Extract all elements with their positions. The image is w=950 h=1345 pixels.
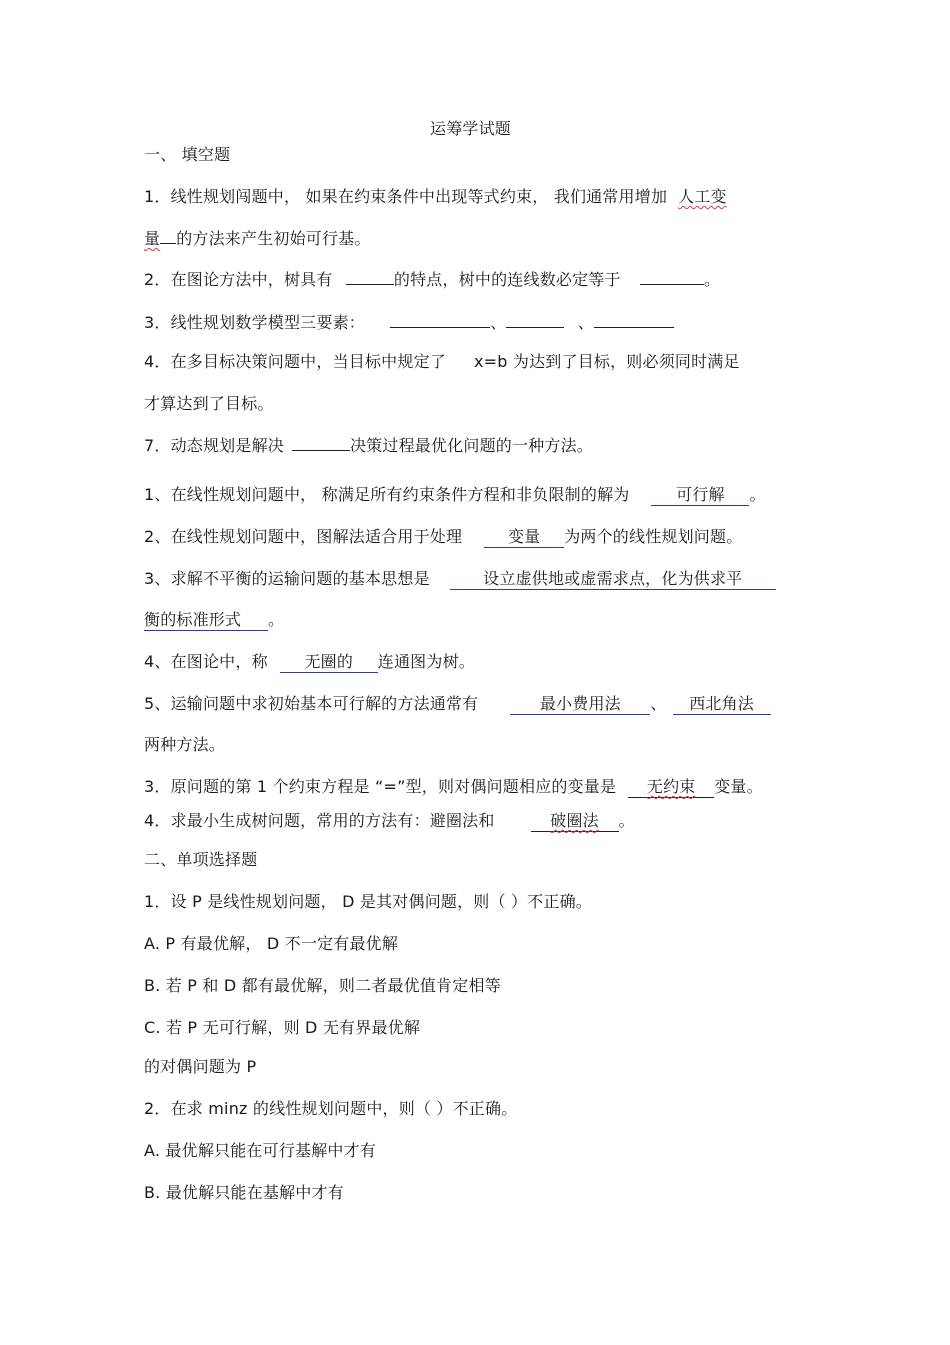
answer-blank: 无圈的 [280, 652, 378, 673]
question-text: 变量。 [714, 777, 763, 796]
blank-line [292, 434, 350, 451]
question-text: 。 [618, 811, 635, 830]
blank-line [160, 227, 176, 244]
fill-question-c3 [144, 776, 763, 798]
separator: 、 [490, 313, 507, 332]
question-text: 4、在图论中，称 [144, 652, 268, 671]
question-text: 2．在图论方法中，树具有 [144, 270, 333, 289]
answer-blank: 量 [144, 229, 161, 248]
question-4-line-1 [144, 351, 740, 373]
answer-blank: 变量 [484, 527, 564, 548]
question-text: 连通图为树。 [377, 652, 475, 671]
question-text: x=b 为达到了目标，则必须同时满足 [473, 352, 740, 371]
question-text: 3．线性规划数学模型三要素： [144, 313, 365, 332]
question-text: 7．动态规划是解决 [144, 436, 284, 455]
question-text: 4．求最小生成树问题，常用的方法有：避圈法和 [144, 811, 495, 830]
blank-line [594, 311, 674, 328]
question-text: 为两个的线性规划问题。 [564, 527, 743, 546]
blank-line [640, 268, 704, 285]
choice-option-c: C. 若 P 无可行解，则 D 无有界最优解 [144, 1018, 421, 1037]
fill-question-5-line-2: 两种方法。 [144, 735, 226, 754]
choice-option-a: A. P 有最优解， D 不一定有最优解 [144, 934, 399, 953]
question-1-line-2 [144, 227, 371, 250]
question-3 [144, 311, 674, 334]
fill-question-5-line-1 [144, 693, 771, 715]
answer-blank: 无约束 [628, 777, 714, 798]
question-text: 。 [268, 610, 285, 629]
answer-blank: 最小费用法 [510, 694, 650, 715]
question-4-line-2: 才算达到了目标。 [144, 394, 274, 413]
fill-question-3-line-2 [144, 609, 284, 631]
fill-question-2 [144, 526, 742, 548]
blank-line [506, 311, 564, 328]
separator: 、 [577, 313, 594, 332]
blank-line [390, 311, 490, 328]
question-text: 1、在线性规划问题中， 称满足所有约束条件方程和非负限制的解为 [144, 485, 630, 504]
choice-question-1: 1．设 P 是线性规划问题， D 是其对偶问题，则（ ）不正确。 [144, 892, 592, 911]
page-title: 运筹学试题 [430, 119, 512, 138]
section-heading-single-choice: 二、单项选择题 [144, 850, 258, 869]
question-text: 3、求解不平衡的运输问题的基本思想是 [144, 569, 430, 588]
choice-option-b: B. 最优解只能在基解中才有 [144, 1183, 344, 1202]
question-text: 3．原问题的第 1 个约束方程是 “=”型，则对偶问题相应的变量是 [144, 777, 617, 796]
question-text: 。 [704, 270, 721, 289]
question-2 [144, 268, 720, 291]
question-text: 的特点，树中的连线数必定等于 [393, 270, 621, 289]
separator: 、 [650, 694, 667, 713]
fill-question-1 [144, 484, 766, 506]
question-text: 1．线性规划闯题中， 如果在约束条件中出现等式约束， 我们通常用增加 [144, 187, 668, 206]
fill-question-3-line-1 [144, 568, 776, 590]
section-heading-fill-in: 一、 填空题 [144, 145, 231, 164]
answer-blank: 破圈法 [531, 811, 619, 832]
choice-option-b: B. 若 P 和 D 都有最优解，则二者最优值肯定相等 [144, 976, 501, 995]
choice-question-2: 2．在求 minz 的线性规划问题中，则（ ）不正确。 [144, 1099, 518, 1118]
answer-blank: 可行解 [651, 485, 749, 506]
fill-question-c4 [144, 810, 635, 832]
blank-line [346, 268, 394, 285]
question-text: 5、运输问题中求初始基本可行解的方法通常有 [144, 694, 479, 713]
answer-blank: 衡的标准形式 [144, 610, 268, 631]
answer-blank: 人工变 [678, 187, 727, 206]
answer-blank: 设立虚供地或虚需求点，化为供求平 [450, 569, 776, 590]
fill-question-4 [144, 651, 475, 673]
answer-blank: 西北角法 [673, 694, 771, 715]
choice-option-a: A. 最优解只能在可行基解中才有 [144, 1141, 377, 1160]
question-7 [144, 434, 593, 457]
question-1-line-1 [144, 186, 732, 208]
question-text: 。 [749, 485, 766, 504]
question-text: 的方法来产生初始可行基。 [176, 229, 371, 248]
question-text: 决策过程最优化问题的一种方法。 [349, 436, 593, 455]
question-text: 2、在线性规划问题中，图解法适合用于处理 [144, 527, 463, 546]
question-text: 4．在多目标决策问题中，当目标中规定了 [144, 352, 446, 371]
choice-option-d: 的对偶问题为 P [144, 1057, 257, 1076]
